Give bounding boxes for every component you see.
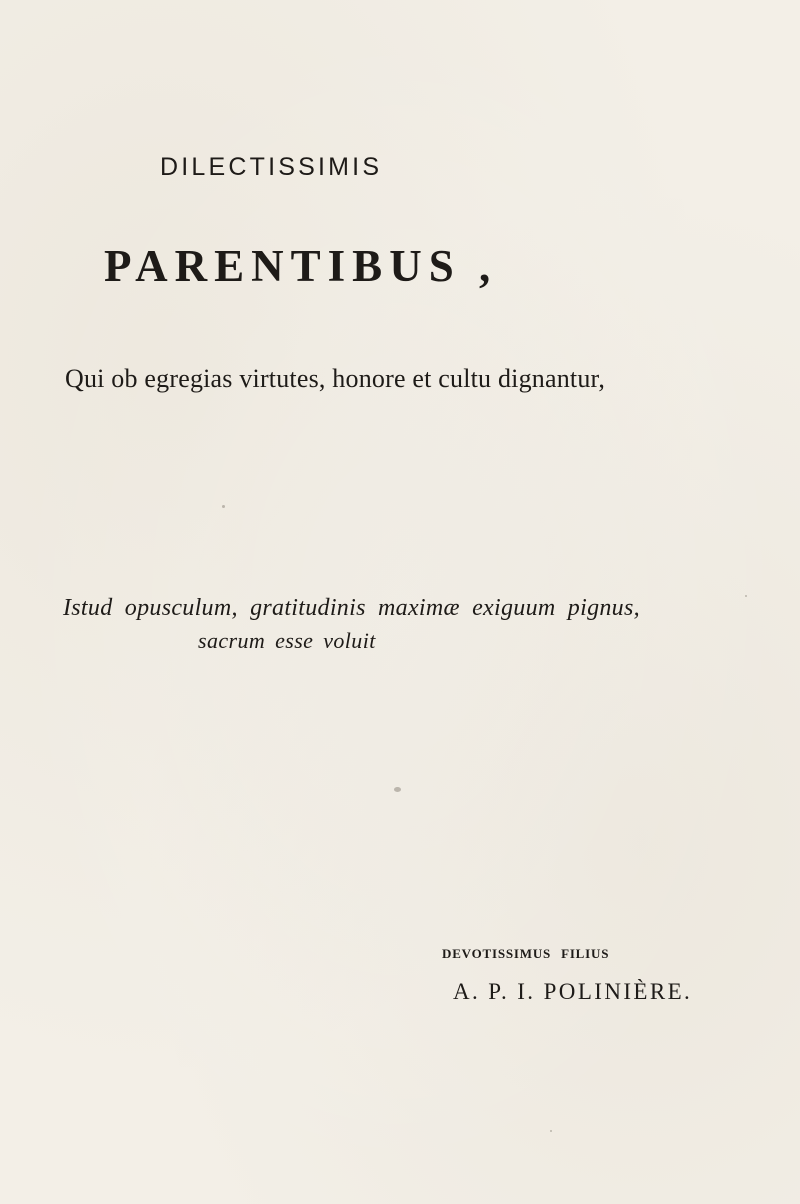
signature-name: A. P. I. POLINIÈRE. [453,979,693,1004]
dedication-sacrum-line: sacrum esse voluit [198,628,376,653]
dedication-offering-line: Istud opusculum, gratitudinis maximæ exiguum pignus, [63,595,640,621]
signature-label: DEVOTISSIMUS FILIUS [442,946,610,961]
paper-speck [394,787,401,792]
paper-speck [745,595,747,597]
paper-speck [550,1130,552,1132]
dedication-heading: DILECTISSIMIS [160,153,383,181]
paper-speck [222,505,225,508]
dedication-title: PARENTIBUS , [104,241,498,291]
dedication-virtues-line: Qui ob egregias virtutes, honore et cultu dignantur, [65,364,606,393]
